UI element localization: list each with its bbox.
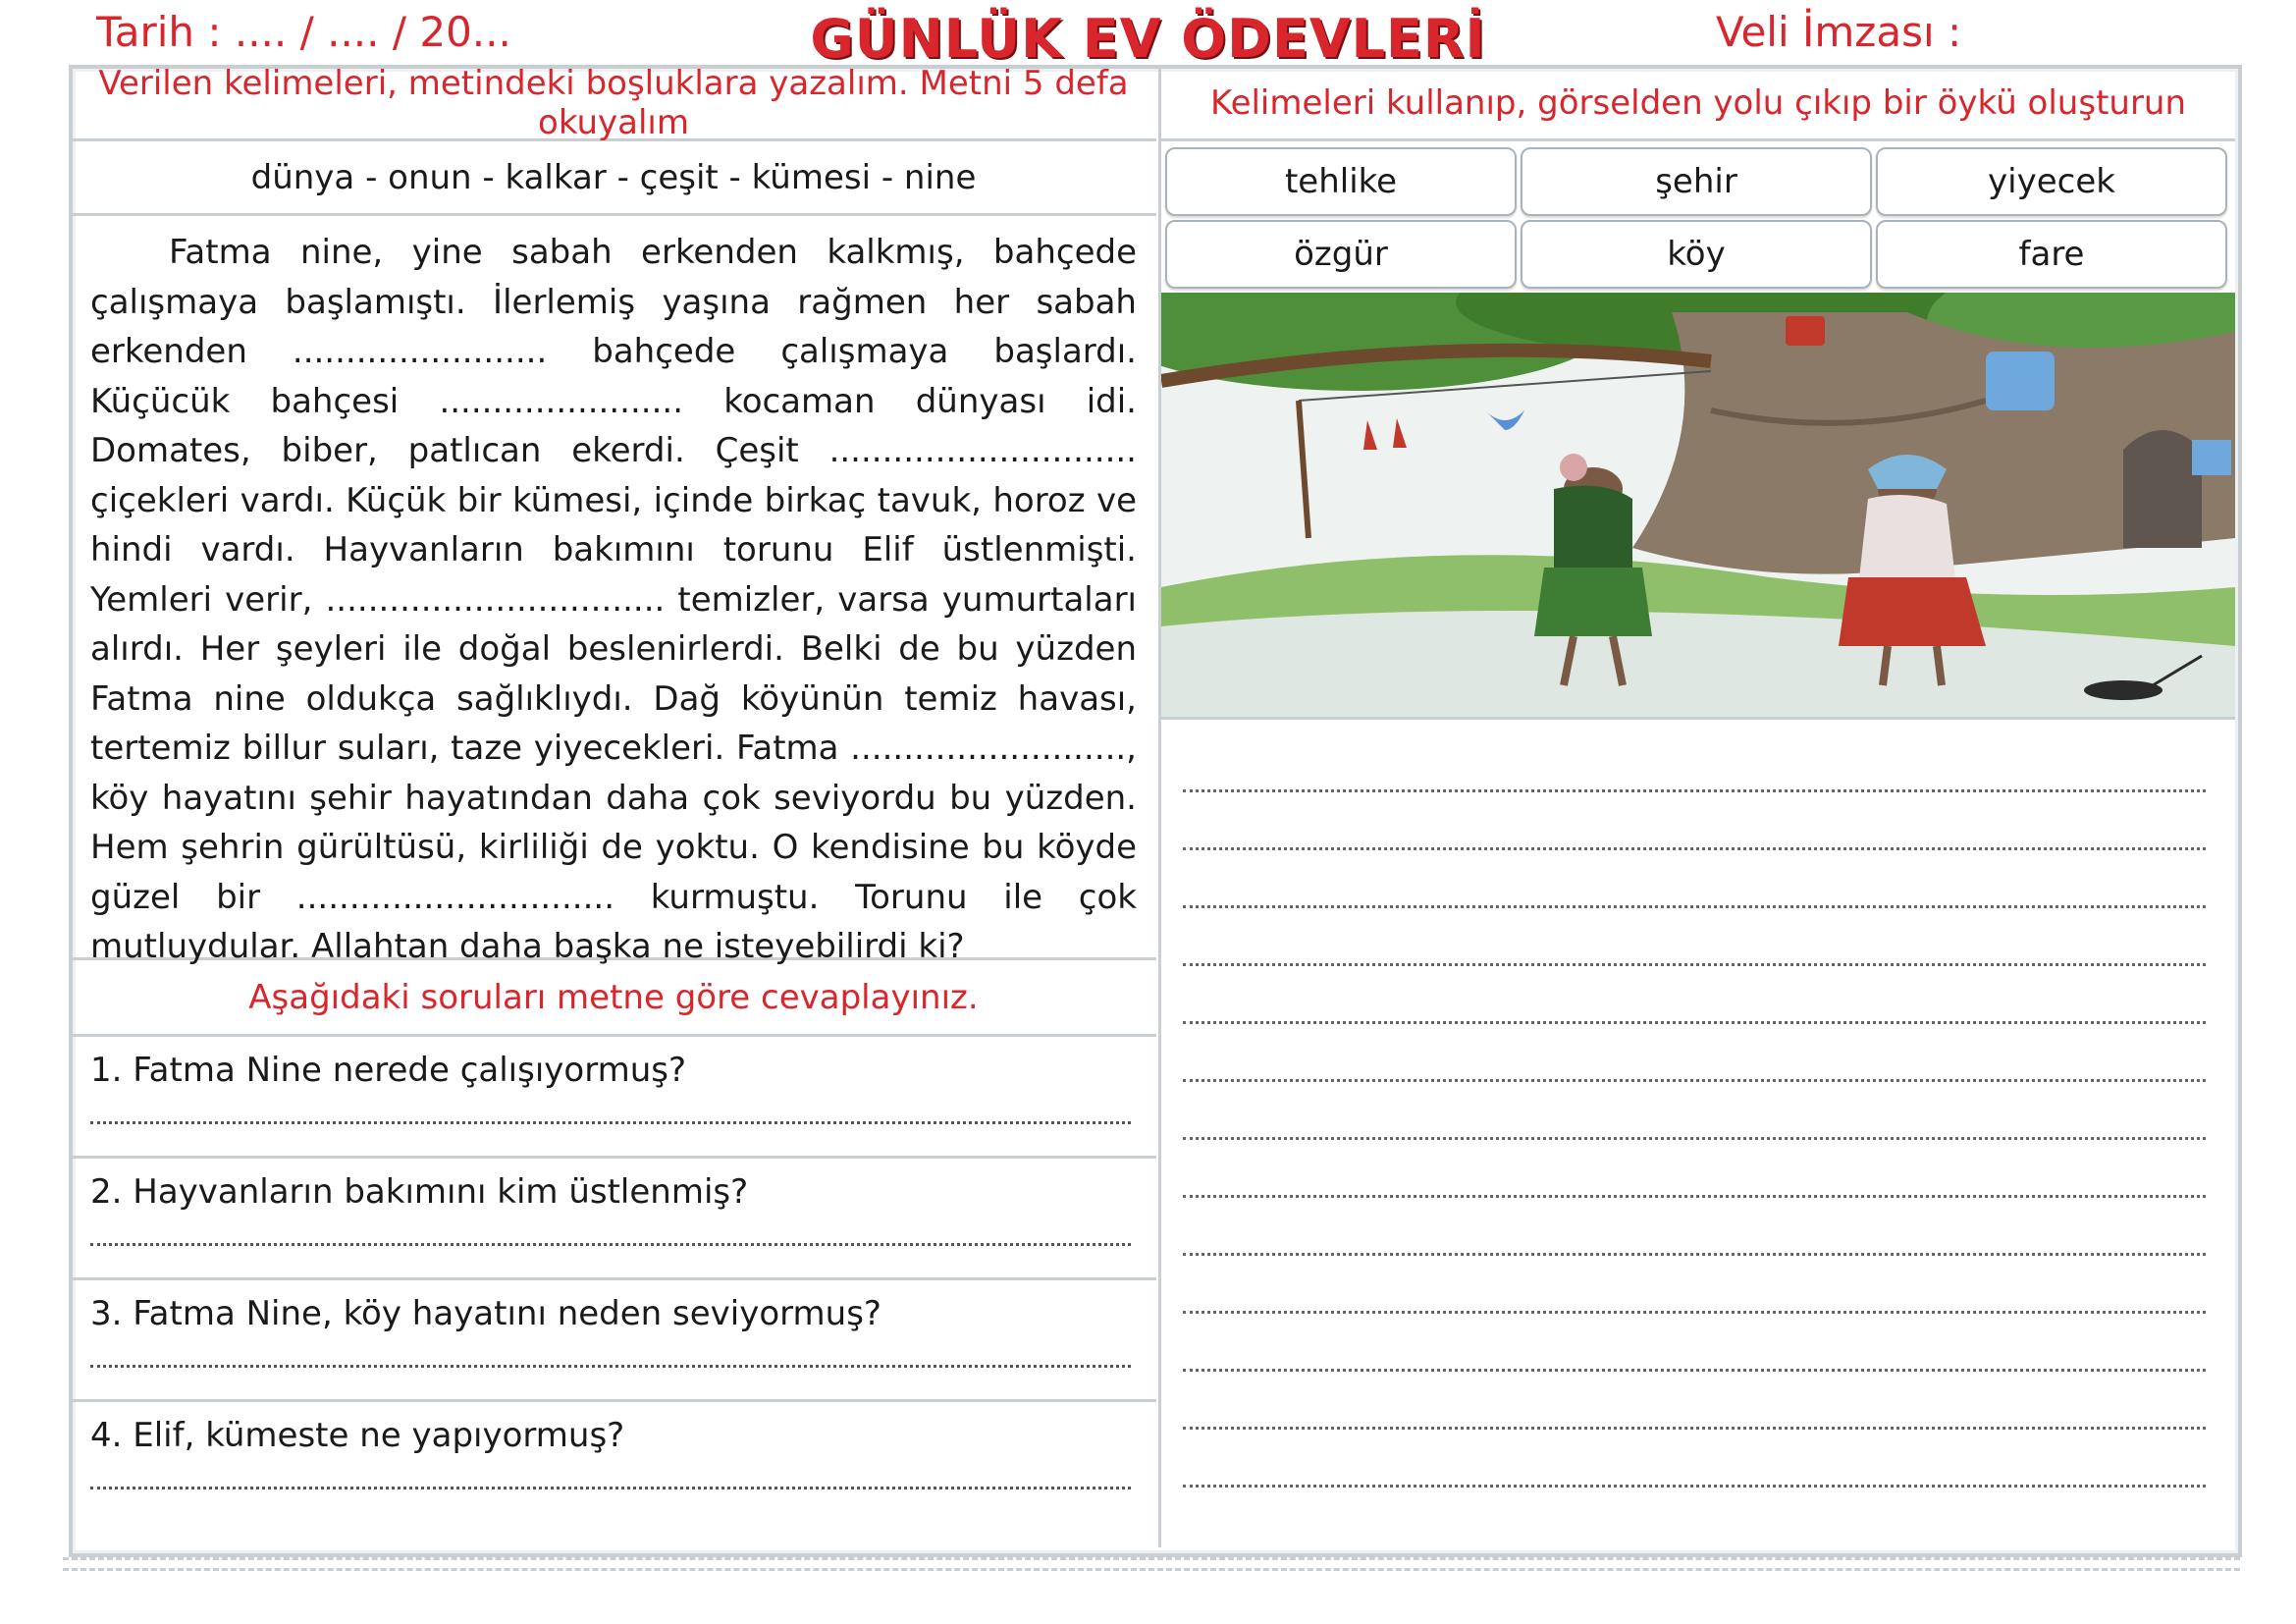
question-3	[71, 1280, 1156, 1402]
date-label: Tarih : .... / .... / 20...	[96, 8, 511, 56]
question-4	[71, 1402, 1156, 1524]
word-chip-koy: köy	[1521, 220, 1872, 289]
word-chip-fare: fare	[1876, 220, 2227, 289]
word-chip-yiyecek: yiyecek	[1876, 147, 2227, 216]
questions-title: Aşağıdaki soruları metne göre cevaplayınız.	[71, 960, 1156, 1037]
writing-line[interactable]	[1183, 908, 2206, 966]
word-chip-ozgur: özgür	[1165, 220, 1517, 289]
writing-line[interactable]	[1183, 1372, 2206, 1430]
question-text: 3. Fatma Nine, köy hayatını neden seviyormuş?	[90, 1294, 881, 1333]
writing-line[interactable]	[1183, 1256, 2206, 1314]
word-chip-tehlike: tehlike	[1165, 147, 1517, 216]
page-title: GÜNLÜK EV ÖDEVLERİ	[810, 8, 1486, 70]
right-column	[1158, 67, 2235, 1547]
story-text-box	[71, 216, 1156, 966]
question-text: 1. Fatma Nine nerede çalışıyormuş?	[90, 1051, 687, 1090]
writing-line[interactable]	[1183, 1314, 2206, 1372]
writing-line[interactable]	[1183, 966, 2206, 1024]
question-1	[71, 1037, 1156, 1159]
question-2	[71, 1159, 1156, 1280]
mice-illustration	[1161, 293, 2235, 720]
writing-line[interactable]	[1183, 734, 2206, 792]
question-text: 4. Elif, kümeste ne yapıyormuş?	[90, 1416, 625, 1455]
writing-line[interactable]	[1183, 1024, 2206, 1082]
writing-line[interactable]	[1183, 792, 2206, 850]
left-column	[71, 63, 1156, 1547]
word-chips	[1161, 141, 2235, 291]
writing-line[interactable]	[1183, 1082, 2206, 1140]
story-writing-instruction: Kelimeleri kullanıp, görselden yolu çıkıp bir öykü oluşturun	[1161, 67, 2235, 141]
writing-line[interactable]	[1183, 850, 2206, 908]
writing-line[interactable]	[1183, 1140, 2206, 1198]
story-paragraph: Fatma nine, yine sabah erkenden kalkmış, bahçede çalışmaya başlamıştı. İlerlemiş yaşına rağmen her sabah erkenden ........................ bahçede çalışmaya başlardı. Küçücük bahçesi ....................... kocaman dünyası idi. Domates, biber, patlıcan ekerdi. Çeşit ............................. çiçekleri vardı. Küçük bir kümesi, içinde birkaç tavuk, horoz ve hindi vardı. Hayvanların bakımını torunu Elif üstlenmişti. Yemleri verir, ................................ temizler, varsa yumurtaları alırdı. Her şeyleri ile doğal beslenirlerdi. Belki de bu yüzden Fatma nine oldukça sağlıklıydı. Dağ köyünün temiz havası, tertemiz billur suları, taze yiyecekleri. Fatma .........................., köy hayatını şehir hayatından daha çok seviyordu bu yüzden. Hem şehrin gürültüsü, kirliliği de yoktu. O kendisine bu köyde güzel bir .............................. kurmuştu. Torunu ile çok mutluydular. Allahtan daha başka ne isteyebilirdi ki?	[90, 233, 1137, 966]
question-text: 2. Hayvanların bakımını kim üstlenmiş?	[90, 1172, 749, 1212]
writing-line[interactable]	[1183, 1430, 2206, 1488]
answer-line[interactable]	[90, 1108, 1131, 1124]
word-chip-sehir: şehir	[1521, 147, 1872, 216]
story-writing-lines[interactable]	[1183, 734, 2206, 1488]
answer-line[interactable]	[90, 1473, 1131, 1489]
writing-line[interactable]	[1183, 1198, 2206, 1256]
answer-line[interactable]	[90, 1351, 1131, 1368]
parent-signature-label: Veli İmzası :	[1716, 8, 1962, 56]
fill-blanks-instruction: Verilen kelimeleri, metindeki boşluklara yazalım. Metni 5 defa okuyalım	[71, 67, 1156, 141]
mice-scene-image	[1161, 293, 2235, 717]
bottom-border	[63, 1557, 2240, 1571]
word-bank: dünya - onun - kalkar - çeşit - kümesi - nine	[71, 141, 1156, 216]
answer-line[interactable]	[90, 1229, 1131, 1246]
